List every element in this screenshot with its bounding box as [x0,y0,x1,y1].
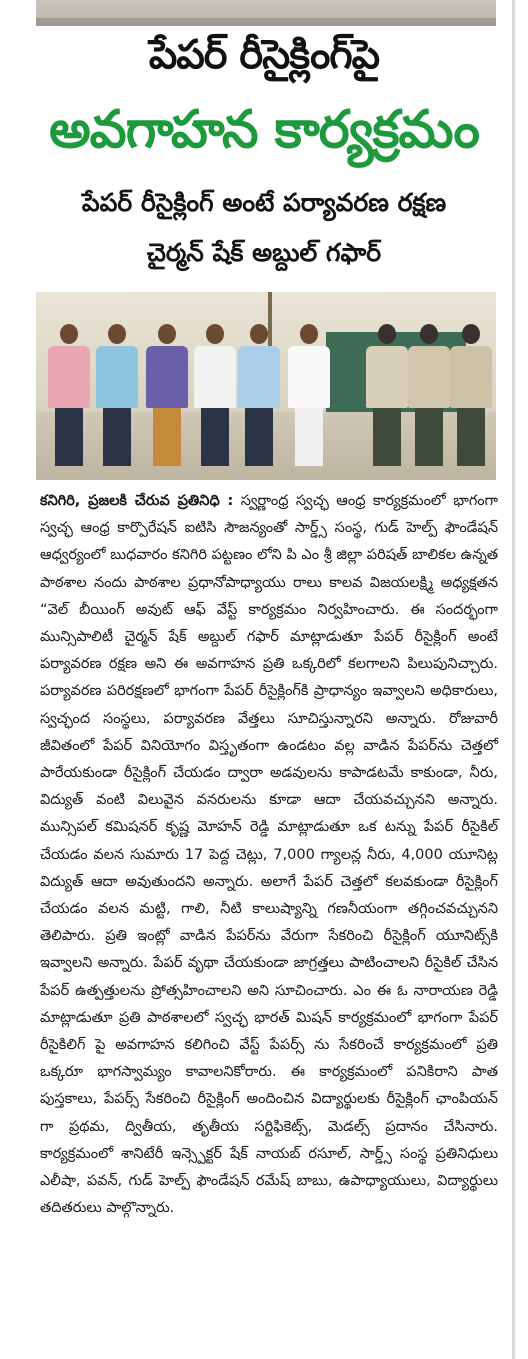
person-9 [450,324,492,466]
person-8 [408,324,450,466]
person-7 [366,324,408,466]
article-body [40,488,498,1222]
headline-line-1: పేపర్ రీసైక్లింగ్‌పై [148,32,380,78]
person-3 [146,324,188,466]
person-1 [48,324,90,466]
subheadline-2: చైర్మన్ షేక్ అబ్దుల్ గఫార్ [146,238,382,267]
person-5 [238,324,280,466]
article-text: స్వర్ణాంధ్ర స్వచ్ఛ ఆంధ్ర కార్యక్రమంలో భాగంగా స్వచ్ఛ ఆంధ్ర కార్పొరేషన్ ఐటిసి సౌజన్యంతో సార్డ్స్ సంస్థ, గుడ్ హెల్ప్ ఫౌండేషన్ ఆధ్వర్యంలో బుధవారం కనిగిరి పట్టణం లోని పి ఎం శ్రీ జిల్లా పరిషత్ బాలికల ఉన్నత పాఠశాల నందు పాఠశాల ప్రధానోపాధ్యాయు రాలు కాలవ విజయలక్ష్మి అధ్యక్షతన “వెల్ బీయింగ్ అవుట్ ఆఫ్ వేస్ట్ కార్యక్రమం నిర్వహించారు. ఈ సందర్భంగా మున్సిపాలిటీ చైర్మన్ షేక్ అబ్దుల్ గఫార్ మాట్లాడుతూ పేపర్ రీసైక్లింగ్ అంటే పర్యావరణ రక్షణ అని ఈ అవగాహన ప్రతి ఒక్కరిలో కలగాలని పిలుపునిచ్చారు. పర్యావరణ పరిరక్షణలో భాగంగా పేపర్ రీసైక్లింగ్‌కి ప్రాధాన్యం ఇవ్వాలని అధికారులు, స్వచ్ఛంద సంస్థలు, పర్యావరణ వేత్తలు సూచిస్తున్నారని అన్నారు. రోజువారీ జీవితంలో పేపర్ వినియోగం విస్తృతంగా ఉండటం వల్ల వాడిన పేపర్‌ను చెత్తలో పారేయకుండా రీసైక్లింగ్ చేయడం ద్వారా అడవులను కాపాడటమే కాకుండా, నీరు, విద్యుత్ వంటి విలువైన వనరులను కూడా ఆదా చేయవచ్చునని అన్నారు. మున్సిపల్ కమిషనర్ కృష్ణ మోహన్ రెడ్డి మాట్లాడుతూ ఒక టన్ను పేపర్ రీసైకిల్ చేయడం వలన సుమారు 17 పెద్ద చెట్లు, 7,000 గ్యాలన్ల నీరు, 4,000 యూనిట్ల విద్యుత్ ఆదా అవుతుందని అన్నారు. అలాగే పేపర్ చెత్తలో కలవకుండా రీసైక్లింగ్ చేయడం వలన మట్టి, గాలి, నీటి కాలుష్యాన్ని గణనీయంగా తగ్గించవచ్చునని తెలిపారు. ప్రతి ఇంట్లో వాడిన పేపర్‌ను వేరుగా సేకరించి రీసైక్లింగ్ యూనిట్స్‌కి ఇవ్వాలని అన్నారు. పేపర్ వృథా చేయకుండా జాగ్రత్తలు పాటించాలని రీసైకిల్ చేసిన పేపర్ ఉత్పత్తులను ప్రోత్సహించాలని అని సూచించారు. ఎం ఈ ఓ నారాయణ రెడ్డి మాట్లాడుతూ ప్రతి పాఠశాలలో స్వచ్ఛ భారత్ మిషన్ కార్యక్రమంలో భాగంగా పేపర్ రీసైకిలిగ్ పై అవగాహన కలిగించి వేస్ట్ పేపర్స్ ను సేకరించే కార్యక్రమంలో ప్రతి ఒక్కరూ భాగస్వామ్యం కావాలనికోరారు. ఈ కార్యక్రమంలో పనికిరాని పాత పుస్తకాలు, పేపర్స్ సేకరించి రీసైక్లింగ్ అందించిన విద్యార్థులకు రీసైక్లింగ్ ఛాంపియన్ గా ప్రథమ, ద్వితీయ, తృతీయ సర్టిఫికెట్స్, మెడల్స్ ప్రదానం చేసినారు. కార్యక్రమంలో శానిటేరీ ఇన్స్పెక్టర్ షేక్ నాయబ్ రసూల్, సార్డ్స్ సంస్థ ప్రతినిధులు ఎలీషా, పవన్, గుడ్ హెల్ప్ ఫౌండేషన్ రమేష్ బాబు, ఉపాధ్యాయులు, విద్యార్థులు తదితరులు పాల్గొన్నారు. [40,493,498,1217]
photo-strip-shadow [36,18,496,26]
headline-line-2: అవగాహన కార్యక్రమం [49,100,479,160]
person-2 [96,324,138,466]
article-dateline: కనిగిరి, ప్రజలకి చేరువ ప్రతినిధి : [40,493,234,509]
person-4 [194,324,236,466]
previous-photo-strip [36,0,496,26]
subheadline-1: పేపర్ రీసైక్లింగ్ అంటే పర్యావరణ రక్షణ [81,188,447,217]
group-photo [36,292,496,480]
person-6 [288,324,330,466]
